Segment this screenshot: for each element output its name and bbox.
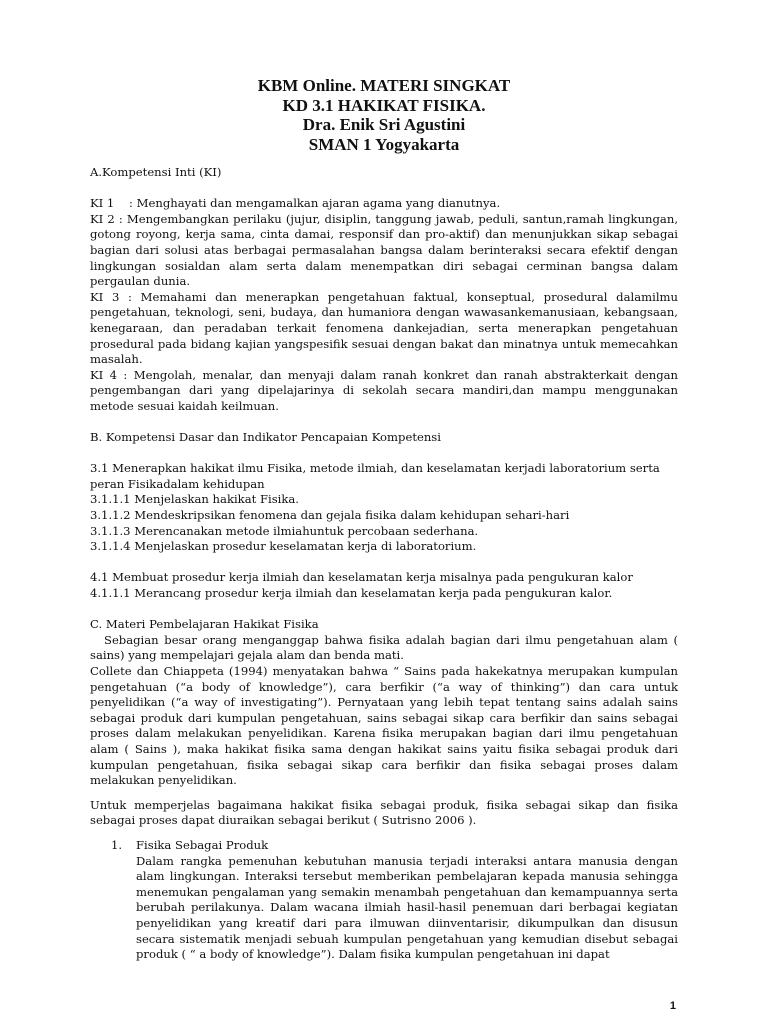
document-body bbox=[90, 165, 678, 963]
list-item-text: Dalam rangka pemenuhan kebutuhan manusia terjadi interaksi antara manusia dengan alam lingkungan. Interaksi tersebut memberikan pembelajaran kepada manusia sehingga menemukan pengalaman yang semakin menambah pengetahuan dan kemampuannya serta berubah perilakunya. Dalam wacana ilmiah hasil-hasil penemuan dari berbagai kegiatan penyelidikan yang kreatif dari para ilmuwan diinventarisir, dikumpulkan dan disusun secara sistematik menjadi sebuah kumpulan pengetahuan yang kemudian disebut sebagai produk ( “ a body of knowledge”). Dalam fisika kumpulan pengetahuan ini dapat bbox=[136, 853, 678, 962]
header-subtitle: KD 3.1 HAKIKAT FISIKA. bbox=[282, 95, 486, 115]
section-c-heading: C. Materi Pembelajaran Hakikat Fisika bbox=[90, 617, 319, 632]
indicator-3-1-1-3: 3.1.1.3 Merencanakan metode ilmiahuntuk percobaan sederhana. bbox=[90, 523, 479, 538]
header-school: SMAN 1 Yogyakarta bbox=[308, 134, 460, 154]
ki1-text: KI 1 : Menghayati dan mengamalkan ajaran agama yang dianutnya. bbox=[90, 196, 501, 211]
list-item-title-text: Fisika Sebagai Produk bbox=[136, 837, 269, 852]
section-a-heading: A.Kompetensi Inti (KI) bbox=[90, 165, 222, 179]
section-c-paragraph-3: Untuk memperjelas bagaimana hakikat fisika sebagai produk, fisika sebagai sikap dan fisika sebagai proses dapat diuraikan sebagai berikut ( Sutrisno 2006 ). bbox=[90, 797, 678, 828]
indicator-3-1-1-4: 3.1.1.4 Menjelaskan prosedur keselamatan kerja di laboratorium. bbox=[90, 539, 477, 554]
kd-4-1-text: 4.1 Membuat prosedur kerja ilmiah dan keselamatan kerja misalnya pada pengukuran kalor bbox=[90, 570, 633, 585]
kd-3-1-text: 3.1 Menerapkan hakikat ilmu Fisika, metode ilmiah, dan keselamatan kerjadi laboratorium serta peran Fisikadalam kehidupan bbox=[90, 461, 660, 491]
section-c-paragraph-1: Sebagian besar orang menganggap bahwa fisika adalah bagian dari ilmu pengetahuan alam ( sains) yang mempelajari gejala alam dan benda mati. bbox=[90, 632, 678, 663]
page-number: 1 bbox=[669, 1000, 676, 1012]
ki2-text: KI 2 : Mengembangkan perilaku (jujur, disiplin, tanggung jawab, peduli, santun,ramah lingkungan, gotong royong, kerja sama, cinta damai, responsif dan pro-aktif) dan menunjukkan sikap sebagai bagian dari solusi atas berbagai permasalahan bangsa dalam berinteraksi secara efektif dengan lingkungan sosialdan alam serta dalam menempatkan diri sebagai cerminan bangsa dalam pergaulan dunia. bbox=[90, 211, 678, 289]
ki4-text: KI 4 : Mengolah, menalar, dan menyaji dalam ranah konkret dan ranah abstrakterkait dengan pengembangan dari yang dipelajarinya di sekolah secara mandiri,dan mampu menggunakan metode sesuai kaidah keilmuan. bbox=[90, 367, 678, 413]
list-item-number: 1. bbox=[111, 837, 123, 852]
indicator-3-1-1-1: 3.1.1.1 Menjelaskan hakikat Fisika. bbox=[90, 492, 299, 507]
section-b-heading: B. Kompetensi Dasar dan Indikator Pencapaian Kompetensi bbox=[90, 430, 441, 445]
indicator-4-1-1-1: 4.1.1.1 Merancang prosedur kerja ilmiah dan keselamatan kerja pada pengukuran kalor. bbox=[90, 586, 613, 601]
header-author: Dra. Enik Sri Agustini bbox=[302, 115, 466, 134]
section-c-paragraph-2: Collete dan Chiappeta (1994) menyatakan bahwa “ Sains pada hakekatnya merupakan kumpulan pengetahuan (“a body of knowledge”), cara berfikir (“a way of thinking”) dan cara untuk penyelidikan (“a way of investigating”). Pernyataan yang lebih tepat tentang sains adalah sains sebagai produk dari kumpulan pengetahuan, sains sebagai sikap cara berfikir dan sains sebagai proses dalam melakukan penyelidikan. Karena fisika merupakan bagian dari ilmu pengetahuan alam ( Sains ), maka hakikat fisika sama dengan hakikat sains yaitu fisika sebagai produk dari kumpulan pengetahuan, fisika sebagai sikap cara berfikir dan fisika sebagai proses dalam melakukan penyelidikan. bbox=[90, 664, 678, 788]
document-header bbox=[0, 76, 768, 154]
indicator-3-1-1-2: 3.1.1.2 Mendeskripsikan fenomena dan gejala fisika dalam kehidupan sehari-hari bbox=[90, 508, 570, 523]
header-title: KBM Online. MATERI SINGKAT bbox=[257, 76, 511, 95]
ki3-text: KI 3 : Memahami dan menerapkan pengetahuan faktual, konseptual, prosedural dalamilmu pengetahuan, teknologi, seni, budaya, dan humaniora dengan wawasankemanusiaan, kebangsaan, kenegaraan, dan peradaban terkait fenomena dankejadian, serta menerapkan pengetahuan prosedural pada bidang kajian yangspesifik sesuai dengan bakat dan minatnya untuk memecahkan masalah. bbox=[90, 289, 678, 367]
list-item-title bbox=[90, 838, 678, 854]
